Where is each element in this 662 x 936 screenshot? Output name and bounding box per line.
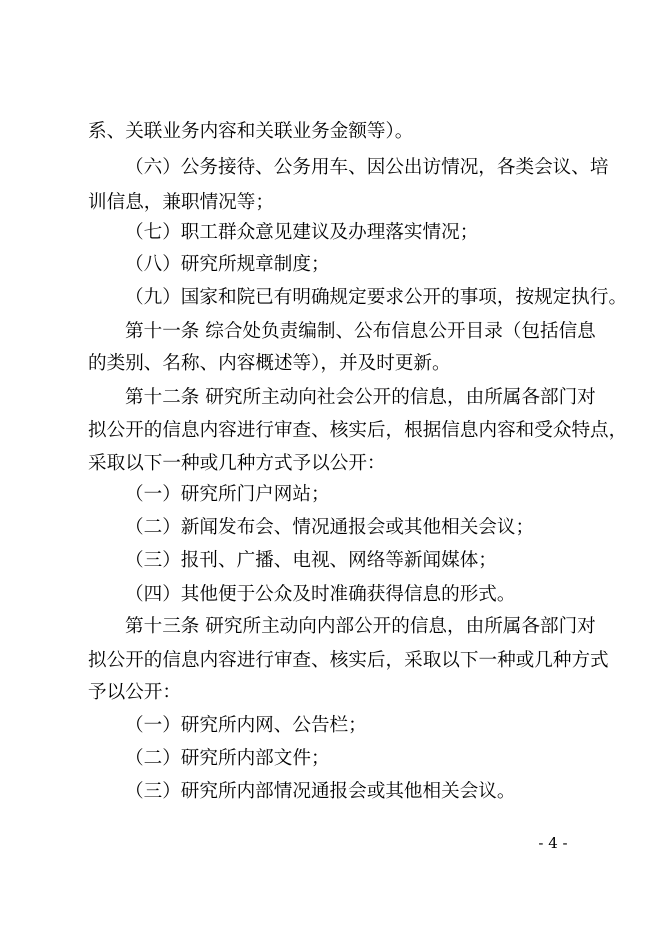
text-line: （六）公务接待、公务用车、因公出访情况，各类会议、培: [125, 157, 609, 178]
text-line: 拟公开的信息内容进行审查、核实后，根据信息内容和受众特点，: [88, 420, 628, 441]
text-line: 第十一条 综合处负责编制、公布信息公开目录（包括信息: [125, 321, 596, 342]
page-number: - 4 -: [538, 834, 568, 852]
text-line: （九）国家和院已有明确规定要求公开的事项，按规定执行。: [125, 287, 628, 308]
text-line: 采取以下一种或几种方式予以公开：: [88, 453, 386, 474]
text-line: （二）新闻发布会、情况通报会或其他相关会议；: [125, 517, 535, 538]
text-line: （八）研究所规章制度；: [125, 254, 330, 275]
text-line: 第十二条 研究所主动向社会公开的信息，由所属各部门对: [125, 387, 596, 408]
text-line: 第十三条 研究所主动向内部公开的信息，由所属各部门对: [125, 616, 596, 637]
text-line: （四）其他便于公众及时准确获得信息的形式。: [125, 584, 516, 605]
text-line: （一）研究所门户网站；: [125, 484, 330, 505]
text-line: （三）报刊、广播、电视、网络等新闻媒体；: [125, 550, 497, 571]
text-line: （一）研究所内网、公告栏；: [125, 715, 367, 736]
text-line: （三）研究所内部情况通报会或其他相关会议。: [125, 781, 516, 802]
text-line: 拟公开的信息内容进行审查、核实后，采取以下一种或几种方式: [88, 650, 609, 671]
text-line: 的类别、名称、内容概述等），并及时更新。: [88, 353, 451, 374]
text-line: 训信息，兼职情况等；: [88, 192, 274, 213]
text-line: 系、关联业务内容和关联业务金额等）。: [88, 121, 414, 142]
text-line: （七）职工群众意见建议及办理落实情况；: [125, 222, 479, 243]
text-line: （二）研究所内部文件；: [125, 748, 330, 769]
text-line: 予以公开：: [88, 682, 181, 703]
